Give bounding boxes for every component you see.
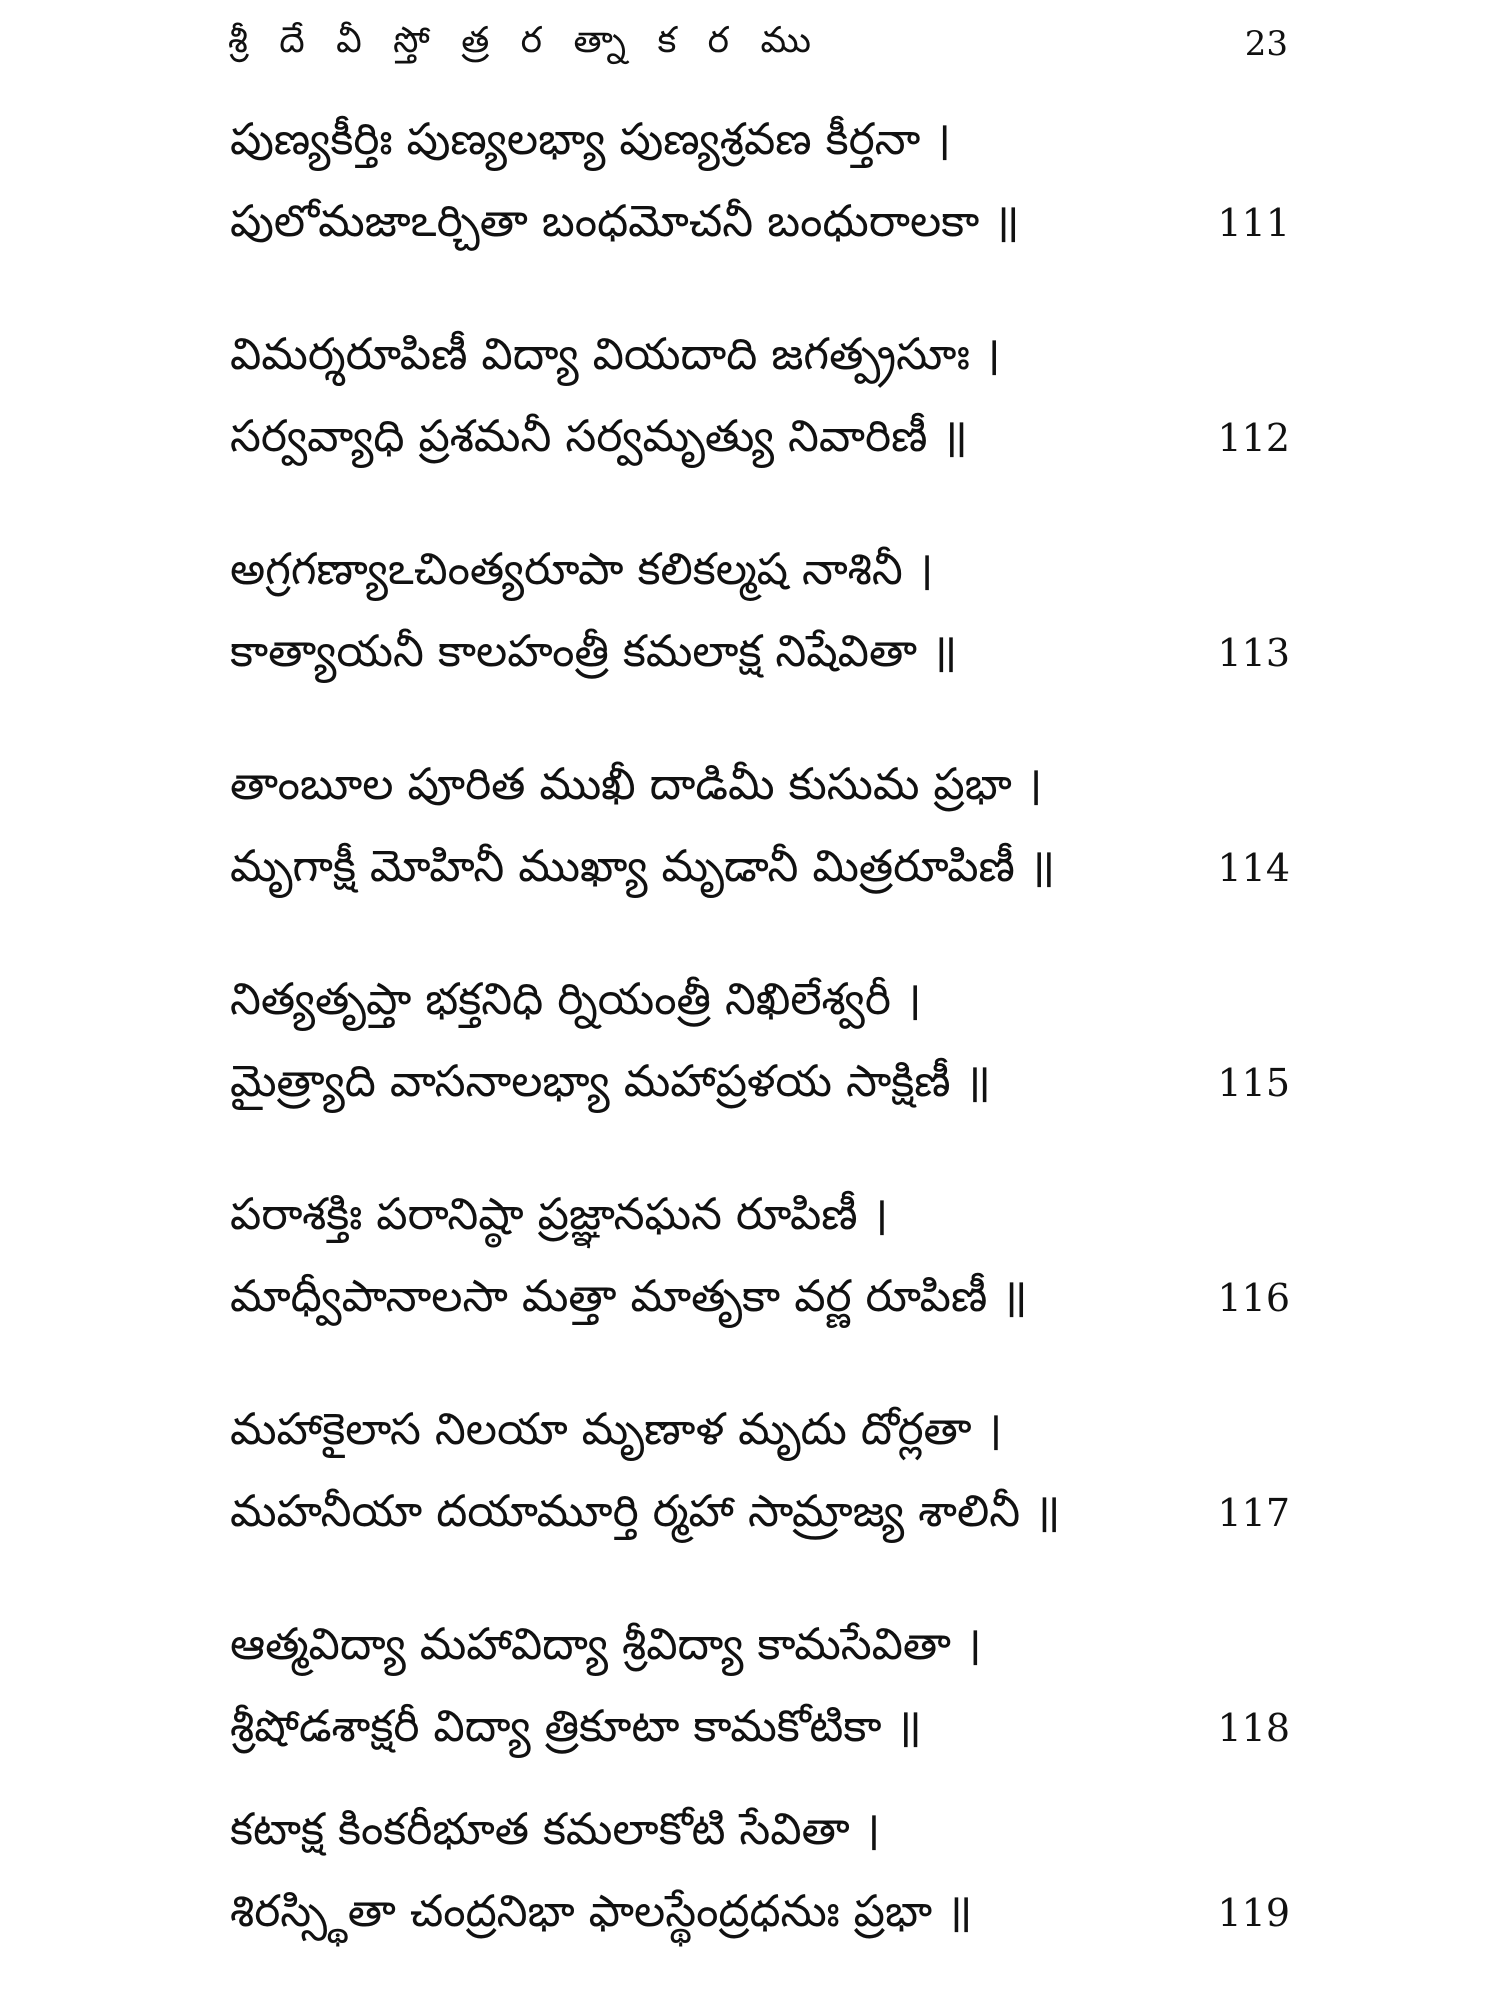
verse-111 [230,110,1290,300]
verse-line-1: మహాకైలాస నిలయా మృణాళ మృదు దోర్లతా । [230,1404,1003,1455]
running-title: శ్రీ దే వీ స్తో త్ర ర త్నా క ర ము [228,20,822,61]
verse-119 [230,1800,1290,1990]
verse-line-1: పరాశక్తిః పరానిష్ఠా ప్రజ్ఞానఘన రూపిణీ । [230,1189,889,1240]
verse-116 [230,1185,1290,1375]
verse-line-1: కటాక్ష కింకరీభూత కమలాకోటి సేవితా । [230,1804,881,1855]
verse-number: 112 [1217,416,1290,460]
verse-line-2: పులోమజాఽర్చితా బంధమోచనీ బంధురాలకా ॥ [230,196,1020,247]
verse-line-1: నిత్యతృప్తా భక్తనిధి ర్నియంత్రీ నిఖిలేశ్వరీ । [230,974,922,1025]
verse-line-1: ఆత్మవిద్యా మహావిద్యా శ్రీవిద్యా కామసేవితా । [230,1619,982,1670]
verse-number: 115 [1217,1061,1290,1105]
verse-line-2: మైత్ర్యాది వాసనాలభ్యా మహాప్రళయ సాక్షిణీ ॥ [230,1056,991,1107]
verse-line-2: మృగాక్షీ మోహినీ ముఖ్యా మృడానీ మిత్రరూపిణీ ॥ [230,841,1056,892]
verse-113 [230,540,1290,730]
verse-118 [230,1615,1290,1805]
verse-number: 117 [1217,1491,1290,1535]
page-header [228,20,1288,80]
verse-number: 118 [1217,1706,1290,1750]
verse-line-2: కాత్యాయనీ కాలహంత్రీ కమలాక్ష నిషేవితా ॥ [230,626,958,677]
verse-number: 111 [1217,201,1290,245]
verse-line-1: అగ్రగణ్యాఽచింత్యరూపా కలికల్మష నాశినీ । [230,544,934,595]
verse-line-2: సర్వవ్యాధి ప్రశమనీ సర్వమృత్యు నివారిణీ ॥ [230,411,968,462]
verse-line-2: శ్రీషోడశాక్షరీ విద్యా త్రికూటా కామకోటికా ॥ [230,1701,922,1752]
page-number: 23 [1244,24,1288,64]
verse-line-2: మాధ్వీపానాలసా మత్తా మాతృకా వర్ణ రూపిణీ ॥ [230,1271,1028,1322]
verse-line-1: విమర్శరూపిణీ విద్యా వియదాది జగత్ప్రసూః । [230,329,1001,380]
verse-115 [230,970,1290,1160]
verse-line-2: మహనీయా దయామూర్తి ర్మహా సామ్రాజ్య శాలినీ ॥ [230,1486,1061,1537]
verse-114 [230,755,1290,945]
verse-number: 113 [1217,631,1290,675]
verse-number: 114 [1217,846,1290,890]
verse-line-1: పుణ్యకీర్తిః పుణ్యలభ్యా పుణ్యశ్రవణ కీర్తనా । [230,114,952,165]
verse-line-2: శిరస్స్థితా చంద్రనిభా ఫాలస్థేంద్రధనుః ప్రభా ॥ [230,1886,973,1937]
verse-117 [230,1400,1290,1590]
verse-line-1: తాంబూల పూరిత ముఖీ దాడిమీ కుసుమ ప్రభా । [230,759,1043,810]
verse-number: 119 [1217,1891,1290,1935]
verse-112 [230,325,1290,515]
verse-number: 116 [1217,1276,1290,1320]
